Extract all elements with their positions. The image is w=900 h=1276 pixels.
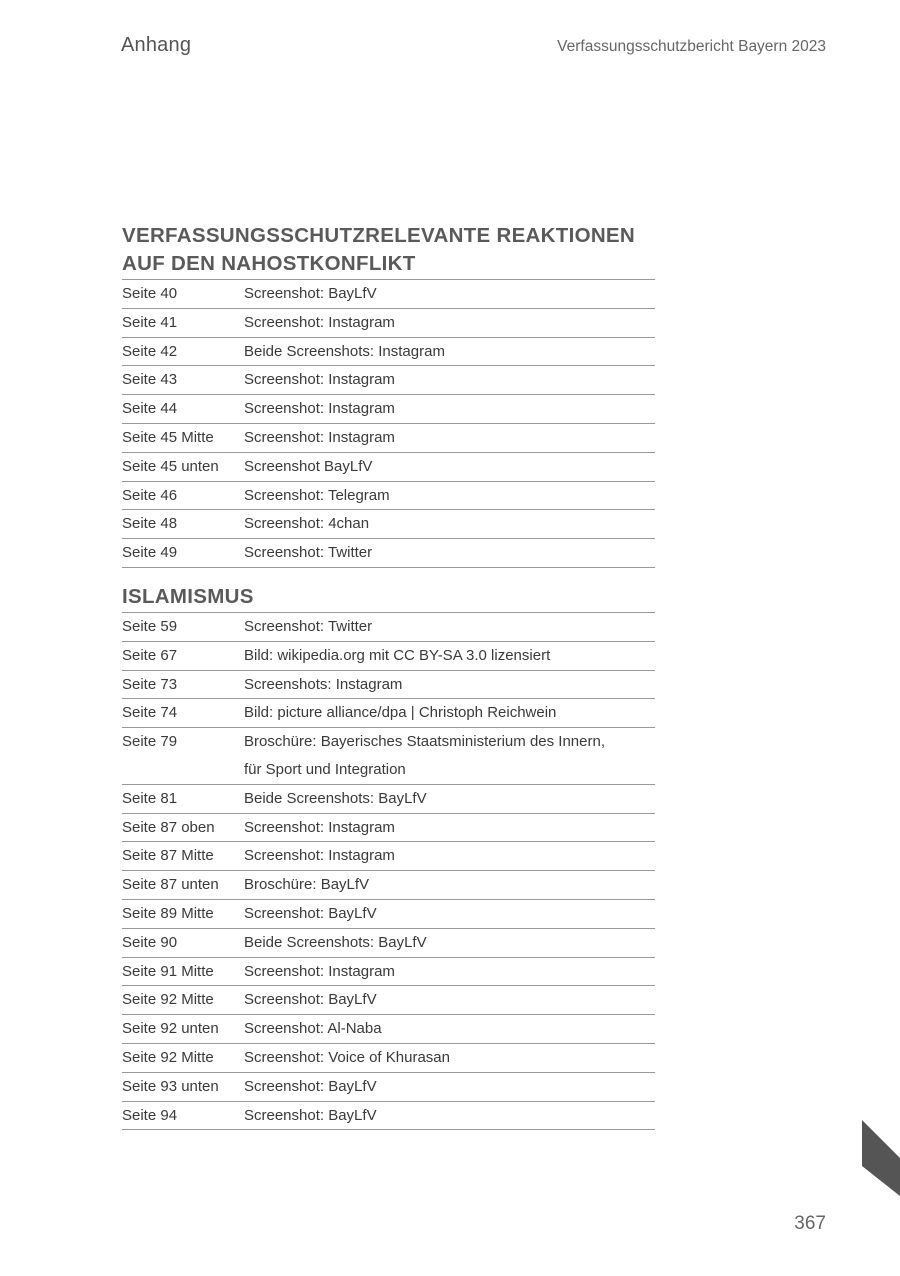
page-reference: Seite 94 [122,1106,178,1124]
image-source: Screenshot: BayLfV [244,1106,377,1124]
credit-table [122,612,655,1130]
page-reference: Seite 92 unten [122,1020,219,1038]
table-row [122,482,655,511]
page-number: 367 [794,1213,826,1234]
image-source: Beide Screenshots: Instagram [244,342,445,360]
page-reference: Seite 44 [122,400,178,418]
table-row [122,642,655,671]
image-source: Screenshot: Telegram [244,486,390,504]
table-row [122,1044,655,1073]
section-heading-line-1: ISLAMISMUS [122,585,254,608]
table-row [122,613,655,642]
image-source: Screenshot: Instagram [244,847,395,865]
image-source: Broschüre: BayLfV [244,876,370,894]
page-reference: Seite 42 [122,342,178,360]
page-reference: Seite 48 [122,515,178,533]
table-row [122,871,655,900]
page-reference: Seite 73 [122,675,178,693]
section-heading-line-1: VERFASSUNGSSCHUTZRELEVANTE REAKTIONEN [122,224,636,247]
credits-section-islamismus [122,583,655,1130]
chapter-tab-shape [862,1120,900,1196]
table-row [122,453,655,482]
page-reference: Seite 46 [122,486,178,504]
table-row [122,539,655,568]
chapter-tab-marker [862,1120,900,1196]
table-row [122,510,655,539]
page-reference: Seite 87 oben [122,818,215,836]
image-source: Screenshot: Instagram [244,400,395,418]
image-source: Bild: wikipedia.org mit CC BY-SA 3.0 lizensiert [244,646,551,664]
table-row [122,395,655,424]
table-row [122,699,655,728]
image-source: Screenshot: Instagram [244,962,395,980]
image-source: Broschüre: Bayerisches Staatsministerium des Innern, für Sport und Integration [244,733,605,778]
table-row [122,728,655,785]
table-row [122,1102,655,1131]
image-source: Screenshot: BayLfV [244,1077,377,1095]
page-reference: Seite 74 [122,704,178,722]
table-row [122,280,655,309]
image-source: Screenshots: Instagram [244,675,403,693]
section-heading [122,222,655,278]
image-source: Screenshot BayLfV [244,457,373,475]
table-row [122,1015,655,1044]
image-source: Screenshot: Al-Naba [244,1020,382,1038]
page-reference: Seite 41 [122,313,178,331]
table-row [122,309,655,338]
table-row [122,814,655,843]
table-row [122,785,655,814]
image-source: Bild: picture alliance/dpa | Christoph Reichwein [244,704,557,722]
image-source: Beide Screenshots: BayLfV [244,789,427,807]
page-reference: Seite 89 Mitte [122,904,214,922]
image-source: Screenshot: Voice of Khurasan [244,1048,450,1066]
section-heading-line-2: AUF DEN NAHOSTKONFLIKT [122,252,416,275]
page-reference: Seite 79 [122,733,178,751]
page-reference: Seite 90 [122,933,178,951]
page-reference: Seite 91 Mitte [122,962,214,980]
page-reference: Seite 87 Mitte [122,847,214,865]
table-row [122,338,655,367]
image-source: Screenshot: Twitter [244,618,373,635]
page-reference: Seite 59 [122,618,178,635]
image-source: Screenshot: BayLfV [244,904,377,922]
page-reference: Seite 40 [122,285,178,302]
image-source: Screenshot: Instagram [244,428,395,446]
page-reference: Seite 45 Mitte [122,428,214,446]
page-reference: Seite 49 [122,544,178,562]
image-source: Screenshot: Instagram [244,818,395,836]
image-source: Screenshot: Instagram [244,313,395,331]
page-reference: Seite 45 unten [122,457,219,475]
image-source: Beide Screenshots: BayLfV [244,933,427,951]
image-source: Screenshot: BayLfV [244,285,377,302]
table-row [122,900,655,929]
credit-table [122,279,655,568]
image-source: Screenshot: Twitter [244,544,373,562]
table-row [122,424,655,453]
image-source: Screenshot: 4chan [244,515,370,533]
table-row [122,842,655,871]
table-row [122,671,655,700]
table-row [122,986,655,1015]
table-row [122,929,655,958]
page-reference: Seite 87 unten [122,876,219,894]
table-row [122,1073,655,1102]
running-head-publication: Verfassungsschutzbericht Bayern 2023 [557,38,826,55]
section-heading [122,583,655,611]
credits-section-nahostkonflikt [122,222,655,568]
page-reference: Seite 92 Mitte [122,991,214,1009]
table-row [122,366,655,395]
image-source: Screenshot: BayLfV [244,991,377,1009]
page-reference: Seite 81 [122,789,178,807]
page-reference: Seite 92 Mitte [122,1048,214,1066]
page-reference: Seite 93 unten [122,1077,219,1095]
image-source: Screenshot: Instagram [244,371,395,389]
page-reference: Seite 43 [122,371,178,389]
page-reference: Seite 67 [122,646,178,664]
running-head-section: Anhang [121,34,192,56]
table-row [122,958,655,987]
